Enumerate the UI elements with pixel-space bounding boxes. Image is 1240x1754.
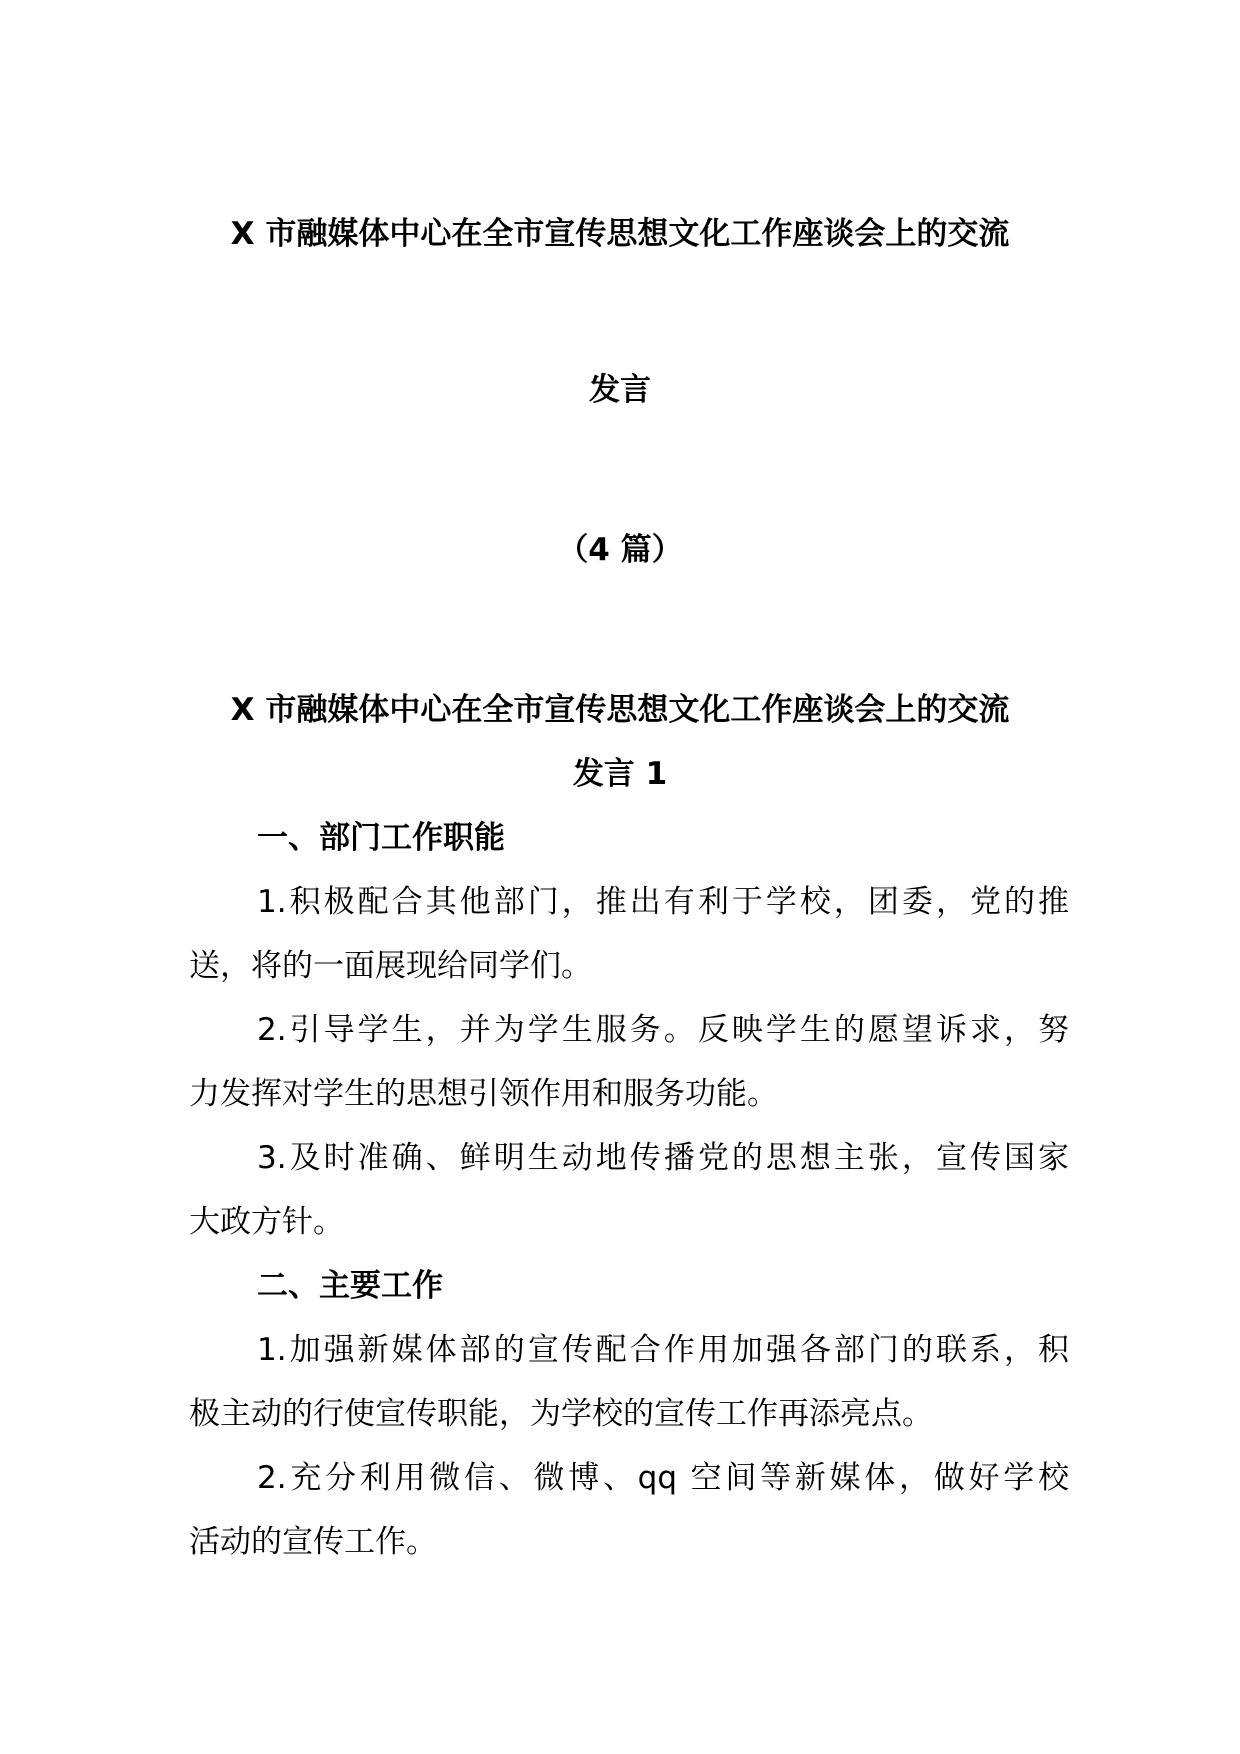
section1-item3-line2: 大政方针。 (189, 1204, 344, 1240)
section2-heading: 二、主要工作 (257, 1268, 443, 1304)
section1-item2-line2: 力发挥对学生的思想引领作用和服务功能。 (189, 1076, 778, 1112)
section2-item1-line2: 极主动的行使宣传职能，为学校的宣传工作再添亮点。 (189, 1396, 933, 1432)
section2-item1-line1: 1.加强新媒体部的宣传配合作用加强各部门的联系，积 (257, 1332, 1069, 1368)
cover-count: （4 篇） (557, 532, 683, 568)
section1-item2-line1: 2.引导学生，并为学生服务。反映学生的愿望诉求，努 (257, 1012, 1069, 1048)
section1-item3-line1: 3.及时准确、鲜明生动地传播党的思想主张，宣传国家 (257, 1140, 1069, 1176)
article-title-line1: X 市融媒体中心在全市宣传思想文化工作座谈会上的交流 (230, 692, 1010, 728)
section1-item1-line2: 送，将的一面展现给同学们。 (189, 948, 592, 984)
section1-heading: 一、部门工作职能 (257, 820, 505, 856)
section2-item2-line2: 活动的宣传工作。 (189, 1524, 437, 1560)
cover-title-line2: 发言 (589, 372, 651, 408)
article-title-line2: 发言 1 (572, 756, 668, 792)
section1-item1-line1: 1.积极配合其他部门，推出有利于学校，团委，党的推 (257, 884, 1069, 920)
section2-item2-line1: 2.充分利用微信、微博、qq 空间等新媒体，做好学校 (257, 1460, 1069, 1496)
cover-title-line1: X 市融媒体中心在全市宣传思想文化工作座谈会上的交流 (230, 216, 1010, 252)
